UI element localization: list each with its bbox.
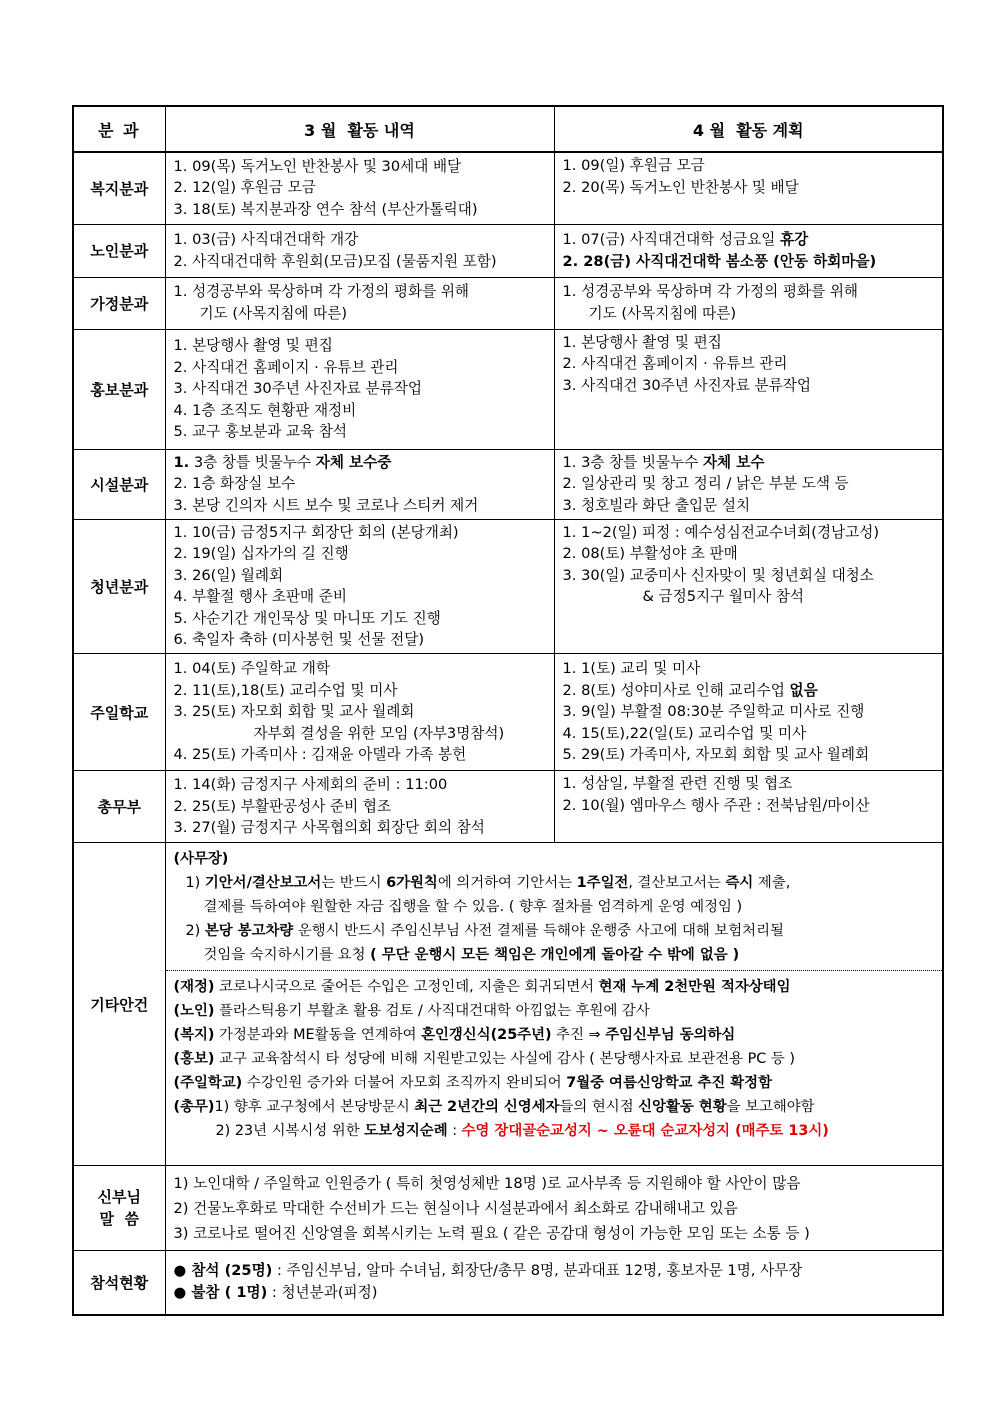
header-march: 3 월 활동 내역 xyxy=(165,106,554,152)
division-name: 신부님 말 씀 xyxy=(73,1166,165,1251)
header-row xyxy=(73,106,943,152)
list-item: 2. 일상관리 및 창고 정리 / 낡은 부분 도색 등 xyxy=(562,475,849,493)
row-sunday-school xyxy=(73,654,943,771)
list-item: 1. 성삼일, 부활절 관련 진행 및 협조 xyxy=(562,775,793,793)
senior-note: (노인) 플라스틱용기 부활초 활용 검토 / 사직대건대학 아낌없는 후원에 감사 xyxy=(173,1003,650,1020)
list-item: 5. 교구 홍보분과 교육 참석 xyxy=(173,423,347,441)
list-item: 2. 1층 화장실 보수 xyxy=(173,475,296,493)
march-activities xyxy=(165,771,554,843)
list-item: 2. 사직대건 홈페이지 · 유튜브 관리 xyxy=(173,358,399,376)
list-item: 2. 사직대건 홈페이지 · 유튜브 관리 xyxy=(562,355,788,373)
list-item: 기도 (사목지침에 따른) xyxy=(199,305,348,322)
office-item-1-cont: 결제를 득하여야 원할한 자금 집행을 할 수 있음. ( 향후 절차를 엄격하게 운영 예정임 ) xyxy=(203,899,743,916)
general-affairs-note-2: 2) 23년 시복시성 위한 도보성지순례 : 수영 장대골순교성지 ~ 오륜대 순교자성지 (매주토 13시) xyxy=(215,1123,829,1140)
welfare-note: (복지) 가정분과와 ME활동을 연계하여 혼인갱신식(25주년) 추진 ⇒ 주임신부님 동의하심 xyxy=(173,1027,736,1044)
division-name: 청년분과 xyxy=(73,519,165,654)
list-item: 3. 사직대건 30주년 사진자료 분류작업 xyxy=(562,376,811,394)
list-item: 1. 07(금) 사직대건대학 성금요일 휴강 xyxy=(562,230,809,248)
office-item-2-cont: 것임을 숙지하시기를 요청 ( 무단 운행시 모든 책임은 개인에게 돌아갈 수 밖에 없음 ) xyxy=(203,947,740,964)
list-item: 3. 18(토) 복지분과장 연수 참석 (부산가톨릭대) xyxy=(173,201,478,219)
april-plans xyxy=(554,771,943,843)
list-item: 1. 04(토) 주일학교 개학 xyxy=(173,660,330,678)
row-facilities xyxy=(73,449,943,519)
list-item: 4. 1층 조직도 현황판 재정비 xyxy=(173,401,357,419)
list-item: 1. 14(화) 금정지구 사제회의 준비 : 11:00 xyxy=(173,776,448,794)
list-item: 1. 1~2(일) 피정 : 예수성심전교수녀회(경남고성) xyxy=(562,523,880,541)
row-general-affairs xyxy=(73,771,943,843)
march-activities xyxy=(165,329,554,449)
division-name: 주일학교 xyxy=(73,654,165,771)
priest-remarks-content xyxy=(165,1166,943,1251)
list-item: 기도 (사목지침에 따른) xyxy=(588,305,737,322)
list-item: 2. 25(토) 부활판공성사 준비 협조 xyxy=(173,797,392,815)
list-item: 1. 03(금) 사직대건대학 개강 xyxy=(173,230,359,248)
list-item: 1. 3층 창틀 빗물누수 자체 보수중 xyxy=(173,453,392,471)
april-plans xyxy=(554,654,943,771)
division-name: 노인분과 xyxy=(73,224,165,277)
list-item: 1. 성경공부와 묵상하며 각 가정의 평화를 위해 xyxy=(562,283,859,301)
division-name: 총무부 xyxy=(73,771,165,843)
header-division: 분 과 xyxy=(73,106,165,152)
header-april: 4 월 활동 계획 xyxy=(554,106,943,152)
row-priest-remarks xyxy=(73,1166,943,1251)
list-item: 3. 30(일) 교중미사 신자맞이 및 청년회실 대청소 xyxy=(562,566,874,584)
march-activities xyxy=(165,152,554,224)
april-plans xyxy=(554,277,943,329)
list-item: 1. 09(목) 독거노인 반찬봉사 및 30세대 배달 xyxy=(173,157,462,175)
list-item: 3. 청호빌라 화단 출입문 설치 xyxy=(562,496,751,514)
march-activities xyxy=(165,277,554,329)
row-attendance xyxy=(73,1251,943,1315)
row-publicity xyxy=(73,329,943,449)
list-item: 4. 15(토),22(일(토) 교리수업 및 미사 xyxy=(562,724,807,742)
list-item: 1. 10(금) 금정5지구 회장단 회의 (본당개최) xyxy=(173,523,459,541)
list-item: 2. 10(월) 엠마우스 행사 주관 : 전북남원/마이산 xyxy=(562,796,870,814)
list-item: 3. 본당 긴의자 시트 보수 및 코로나 스티커 제거 xyxy=(173,496,479,514)
list-item: 4. 부활절 행사 초판매 준비 xyxy=(173,588,347,606)
list-item: 2. 12(일) 후원금 모금 xyxy=(173,179,316,197)
division-name: 홍보분과 xyxy=(73,329,165,449)
march-activities xyxy=(165,449,554,519)
attendance-absent: ● 불참 ( 1명) : 청년분과(피정) xyxy=(173,1284,378,1302)
list-item: 5. 사순기간 개인묵상 및 마니또 기도 진행 xyxy=(173,609,441,627)
list-item: 2. 11(토),18(토) 교리수업 및 미사 xyxy=(173,681,398,699)
row-youth xyxy=(73,519,943,654)
list-item: 2. 19(일) 십자가의 길 진행 xyxy=(173,545,349,563)
division-name: 가정분과 xyxy=(73,277,165,329)
list-item: 4. 25(토) 가족미사 : 김재윤 아델라 가족 봉헌 xyxy=(173,746,467,764)
division-name: 참석현황 xyxy=(73,1251,165,1315)
activity-report-table xyxy=(72,105,944,1316)
march-activities xyxy=(165,654,554,771)
list-item: 2. 08(토) 부활성야 초 판매 xyxy=(562,545,738,563)
office-item-1: 1) 기안서/결산보고서는 반드시 6가원칙에 의거하여 기안서는 1주일전, 결산보고서는 즉시 제출, xyxy=(185,875,791,892)
list-item: 3. 26(일) 월례회 xyxy=(173,566,284,584)
list-item: 3. 9(일) 부활절 08:30분 주일학교 미사로 진행 xyxy=(562,703,865,721)
list-item: 2. 28(금) 사직대건대학 봄소풍 (안동 하회마을) xyxy=(562,252,877,270)
office-item-2: 2) 본당 봉고차량 운행시 반드시 주임신부님 사전 결제를 득해야 운행중 사고에 대해 보험처리될 xyxy=(185,923,784,940)
april-plans xyxy=(554,152,943,224)
division-name: 시설분과 xyxy=(73,449,165,519)
dotted-divider xyxy=(166,970,943,971)
attendance-content xyxy=(165,1251,943,1315)
list-item: 2. 사직대건대학 후원회(모금)모집 (물품지원 포함) xyxy=(173,252,497,270)
other-agenda-content xyxy=(165,843,943,1166)
sunday-school-note: (주일학교) 수강인원 증가와 더불어 자모회 조직까지 완비되어 7월중 여름신앙학교 추진 확정함 xyxy=(173,1075,772,1092)
list-item: 6. 축일자 축하 (미사봉헌 및 선물 전달) xyxy=(173,631,425,649)
list-item: 2. 20(목) 독거노인 반찬봉사 및 배달 xyxy=(562,178,799,196)
general-affairs-note-1: (총무)1) 향후 교구청에서 본당방문시 최근 2년간의 신영세자들의 현시점 신앙활동 현황을 보고해야함 xyxy=(173,1099,815,1116)
list-item: 3) 코로나로 떨어진 신앙열을 회복시키는 노력 필요 ( 같은 공감대 형성이 가능한 모임 또는 소통 등 ) xyxy=(173,1224,810,1242)
list-item: 1. 본당행사 촬영 및 편집 xyxy=(173,337,333,355)
attendance-present: ● 참석 (25명) : 주임신부님, 알마 수녀님, 회장단/총무 8명, 분과대표 12명, 홍보자문 1명, 사무장 xyxy=(173,1262,803,1280)
march-activities xyxy=(165,224,554,277)
april-plans xyxy=(554,519,943,654)
list-item: 1. 본당행사 촬영 및 편집 xyxy=(562,333,722,351)
row-other-agenda xyxy=(73,843,943,1166)
list-item: 1. 성경공부와 묵상하며 각 가정의 평화를 위해 xyxy=(173,283,470,301)
list-item: 2) 건물노후화로 막대한 수선비가 드는 현실이나 시설분과에서 최소화로 감내해내고 있음 xyxy=(173,1199,738,1217)
list-item: & 금정5지구 월미사 참석 xyxy=(642,588,804,606)
list-item: 1. 09(일) 후원금 모금 xyxy=(562,157,705,174)
row-senior xyxy=(73,224,943,277)
march-activities xyxy=(165,519,554,654)
list-item: 2. 8(토) 성야미사로 인해 교리수업 없음 xyxy=(562,681,818,699)
row-welfare xyxy=(73,152,943,224)
list-item: 1) 노인대학 / 주일학교 인원증가 ( 특히 첫영성체반 18명 )로 교사부족 등 지원해야 할 사안이 많음 xyxy=(173,1174,801,1192)
list-item: 자부회 결성을 위한 모임 (자부3명참석) xyxy=(253,724,505,742)
april-plans xyxy=(554,329,943,449)
row-family xyxy=(73,277,943,329)
april-plans xyxy=(554,224,943,277)
division-name: 기타안건 xyxy=(73,843,165,1166)
finance-note: (재정) 코로나시국으로 줄어든 수입은 고정인데, 지출은 회귀되면서 현재 누계 2천만원 적자상태임 xyxy=(173,979,791,996)
list-item: 3. 27(월) 금정지구 사목협의회 회장단 회의 참석 xyxy=(173,819,485,837)
division-name: 복지분과 xyxy=(73,152,165,224)
list-item: 1. 1(토) 교리 및 미사 xyxy=(562,660,701,678)
list-item: 1. 3층 창틀 빗물누수 자체 보수 xyxy=(562,453,765,471)
list-item: 5. 29(토) 가족미사, 자모회 회합 및 교사 월례회 xyxy=(562,746,870,764)
list-item: 3. 사직대건 30주년 사진자료 분류작업 xyxy=(173,380,422,398)
april-plans xyxy=(554,449,943,519)
office-manager-title: (사무장) xyxy=(173,851,229,868)
list-item: 3. 25(토) 자모회 회합 및 교사 월례회 xyxy=(173,703,415,721)
publicity-note: (홍보) 교구 교육참석시 타 성당에 비해 지원받고있는 사실에 감사 ( 본당행사자료 보관전용 PC 등 ) xyxy=(173,1051,796,1068)
